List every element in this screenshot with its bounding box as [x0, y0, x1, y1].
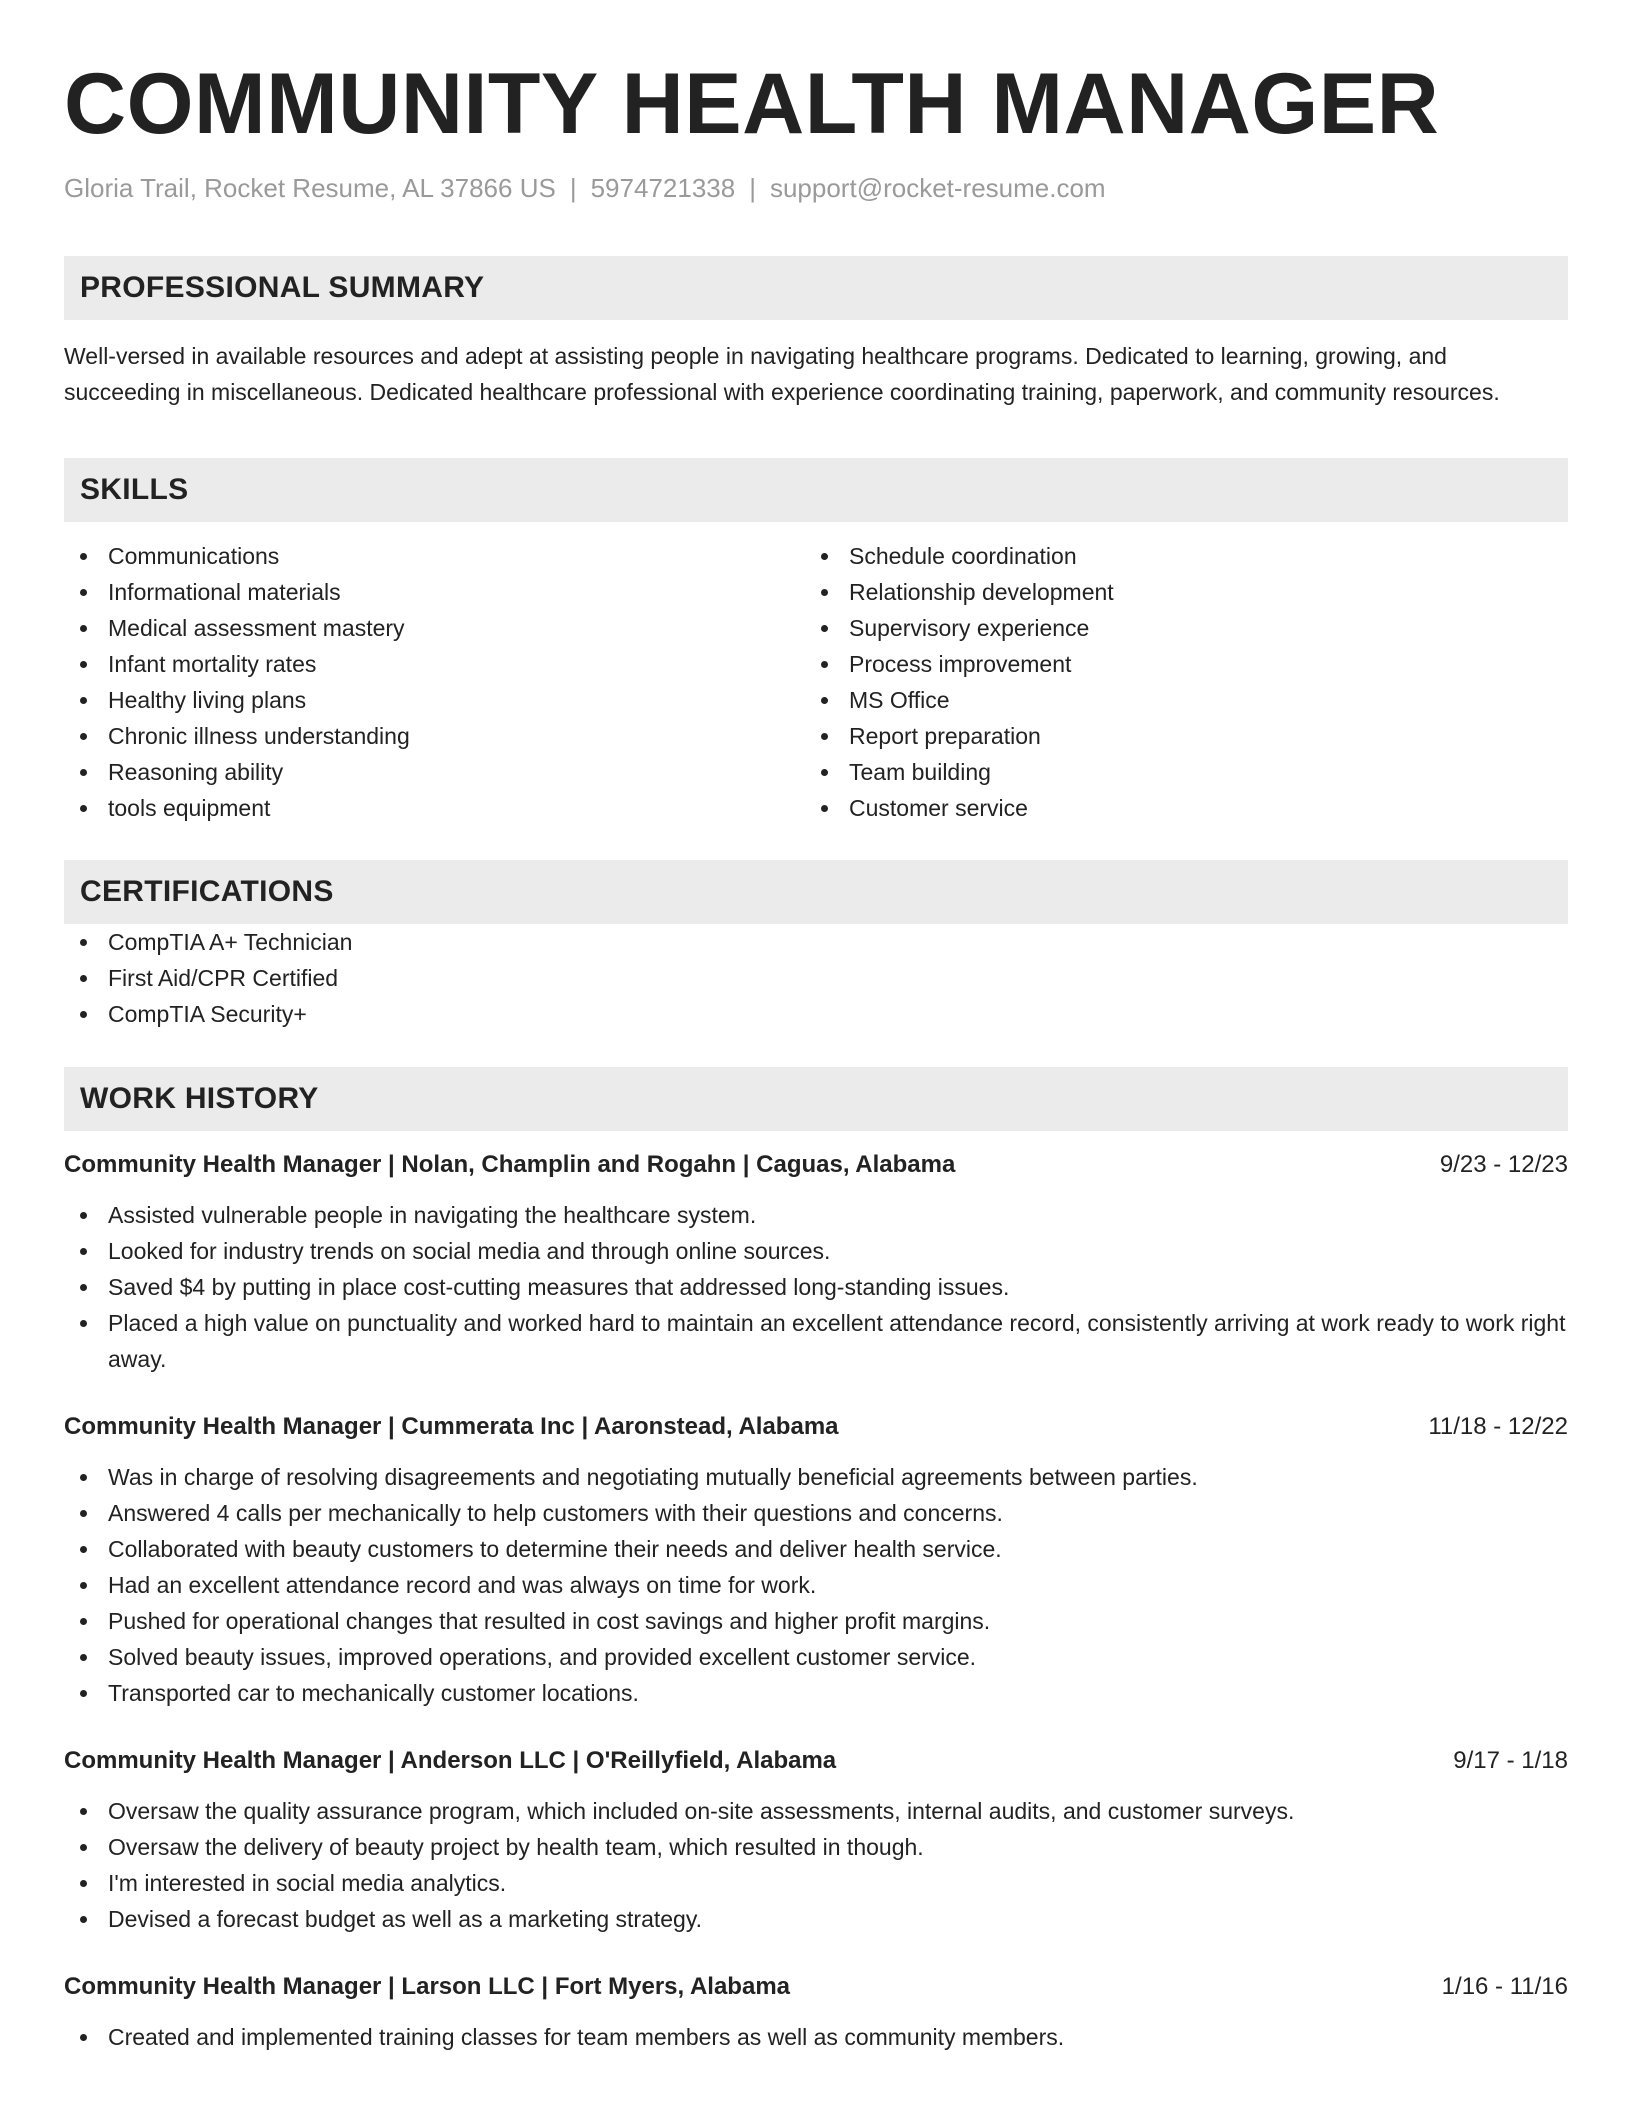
- certifications-section-header: CERTIFICATIONS: [64, 860, 1568, 924]
- job-entry: [64, 1745, 1568, 1937]
- job-bullet: Placed a high value on punctuality and worked hard to maintain an excellent attendance record, consistently arriving at work ready to work right away.: [64, 1305, 1568, 1377]
- job-header: [64, 1411, 1568, 1443]
- job-bullet: Looked for industry trends on social media and through online sources.: [64, 1233, 1568, 1269]
- job-bullet: Answered 4 calls per mechanically to help customers with their questions and concerns.: [64, 1495, 1568, 1531]
- contact-line: [64, 172, 1568, 204]
- skills-grid: [64, 538, 1568, 826]
- job-heading: Community Health Manager | Anderson LLC | O'Reillyfield, Alabama: [64, 1747, 837, 1774]
- job-entry: [64, 1971, 1568, 2055]
- certifications-list: [64, 924, 1568, 1032]
- skill-item: Chronic illness understanding: [64, 718, 805, 754]
- job-heading: Community Health Manager | Nolan, Champlin and Rogahn | Caguas, Alabama: [64, 1151, 956, 1178]
- skills-list-left: [64, 538, 805, 826]
- job-bullet: Collaborated with beauty customers to determine their needs and deliver health service.: [64, 1531, 1568, 1567]
- job-bullets: [64, 1459, 1568, 1711]
- skills-column-left: [64, 538, 805, 826]
- job-dates: 1/16 - 11/16: [1441, 1973, 1568, 2000]
- job-bullet: Oversaw the quality assurance program, which included on-site assessments, internal audits, and customer surveys.: [64, 1793, 1568, 1829]
- skill-item: Report preparation: [805, 718, 1546, 754]
- certification-item: CompTIA Security+: [64, 996, 1568, 1032]
- skill-item: Customer service: [805, 790, 1546, 826]
- job-bullet: Transported car to mechanically customer locations.: [64, 1675, 1568, 1711]
- job-dates: 11/18 - 12/22: [1428, 1413, 1568, 1440]
- job-entry: [64, 1411, 1568, 1711]
- job-bullet: Assisted vulnerable people in navigating the healthcare system.: [64, 1197, 1568, 1233]
- contact-address: Gloria Trail, Rocket Resume, AL 37866 US: [64, 173, 556, 203]
- skill-item: Communications: [64, 538, 805, 574]
- job-dates: 9/17 - 1/18: [1453, 1747, 1568, 1774]
- skill-item: Infant mortality rates: [64, 646, 805, 682]
- skills-column-right: [805, 538, 1546, 826]
- job-bullet: Created and implemented training classes for team members as well as community members.: [64, 2019, 1568, 2055]
- work-history-section-header: WORK HISTORY: [64, 1067, 1568, 1131]
- job-header: [64, 1149, 1568, 1181]
- job-bullets: [64, 1197, 1568, 1377]
- skill-item: Relationship development: [805, 574, 1546, 610]
- job-bullet: I'm interested in social media analytics.: [64, 1865, 1568, 1901]
- job-dates: 9/23 - 12/23: [1439, 1151, 1568, 1178]
- summary-text: Well-versed in available resources and adept at assisting people in navigating healthcare programs. Dedicated to learning, growing, and succeeding in miscellaneous. Dedicated healthcare professional with experience coordinating training, paperwork, and community resources.: [64, 343, 1500, 405]
- contact-phone: 5974721338: [590, 173, 736, 203]
- skill-item: MS Office: [805, 682, 1546, 718]
- certification-item: First Aid/CPR Certified: [64, 960, 1568, 996]
- certification-item: CompTIA A+ Technician: [64, 924, 1568, 960]
- skill-item: Healthy living plans: [64, 682, 805, 718]
- skill-item: tools equipment: [64, 790, 805, 826]
- skill-item: Process improvement: [805, 646, 1546, 682]
- job-heading: Community Health Manager | Cummerata Inc | Aaronstead, Alabama: [64, 1413, 839, 1440]
- skill-item: Reasoning ability: [64, 754, 805, 790]
- job-bullets: [64, 2019, 1568, 2055]
- skill-item: Schedule coordination: [805, 538, 1546, 574]
- skill-item: Medical assessment mastery: [64, 610, 805, 646]
- job-heading: Community Health Manager | Larson LLC | Fort Myers, Alabama: [64, 1973, 790, 2000]
- skill-item: Supervisory experience: [805, 610, 1546, 646]
- job-header: [64, 1745, 1568, 1777]
- job-bullet: Oversaw the delivery of beauty project by health team, which resulted in though.: [64, 1829, 1568, 1865]
- summary-section-header: PROFESSIONAL SUMMARY: [64, 256, 1568, 320]
- skills-section-header: SKILLS: [64, 458, 1568, 522]
- contact-separator: |: [569, 173, 577, 203]
- job-bullet: Devised a forecast budget as well as a marketing strategy.: [64, 1901, 1568, 1937]
- job-bullet: Had an excellent attendance record and was always on time for work.: [64, 1567, 1568, 1603]
- job-bullets: [64, 1793, 1568, 1937]
- job-bullet: Pushed for operational changes that resulted in cost savings and higher profit margins.: [64, 1603, 1568, 1639]
- job-entry: [64, 1149, 1568, 1377]
- skills-list-right: [805, 538, 1546, 826]
- job-header: [64, 1971, 1568, 2003]
- resume-title: COMMUNITY HEALTH MANAGER: [64, 56, 1440, 152]
- job-bullet: Saved $4 by putting in place cost-cutting measures that addressed long-standing issues.: [64, 1269, 1568, 1305]
- contact-email: support@rocket-resume.com: [769, 173, 1106, 203]
- skill-item: Team building: [805, 754, 1546, 790]
- job-bullet: Solved beauty issues, improved operations, and provided excellent customer service.: [64, 1639, 1568, 1675]
- contact-separator: |: [749, 173, 756, 203]
- job-bullet: Was in charge of resolving disagreements and negotiating mutually beneficial agreements between parties.: [64, 1459, 1568, 1495]
- skill-item: Informational materials: [64, 574, 805, 610]
